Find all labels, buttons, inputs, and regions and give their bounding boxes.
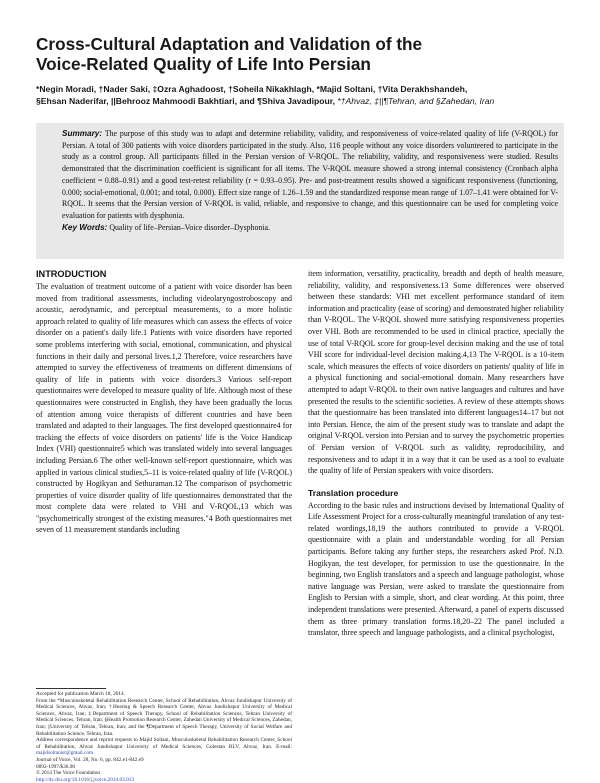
article-title bbox=[36, 34, 566, 74]
title-line-1: Cross-Cultural Adaptation and Validation of the bbox=[36, 34, 423, 54]
authors-line-2 bbox=[36, 95, 566, 107]
correspondence-email-link[interactable]: majidsoltanist@gmail.com bbox=[36, 750, 94, 757]
abstract-label: Summary: bbox=[62, 129, 103, 138]
introduction-paragraph: The evaluation of treatment outcome of a patient with voice disorder has been moved from traditional assessments, including videolaryngostroboscopy and acoustic, aerodynamic, and perceptual measurements, to a more holistic approach related to quality of life measures which can assess the effects of voice disorder on a patient's daily life.1 Patients with voice disorders have reported some problems interfering with social, emotional, communication, and physical functions in their daily and personal lives.1,2 Therefore, voice researchers have attempted to survey the effectiveness of treatments on different dimensions of quality of life in patients with voice disorders.3 Various self-report questionnaires were developed to measure quality of life. Although most of these questionnaires were constructed in English, they have been gradually the locus of attention among voice therapists of different countries and have been translated and adapted to their languages. The first developed questionnaire4 for tracking the effects of voice disorders on patients' life is the Voice Handicap Index (VHI) questionnaire5 which was translated widely into several languages including Persian.6 The other well-known self-report questionnaire, which was applied in various clinical studies,5–11 is voice-related quality of life (V-RQOL) constructed by Hogikyan and Sethuraman.12 The comparison of psychometric properties of voice disorder quality of life questionnaires demonstrated that the most complete data were related to VHI and V-RQOL,13 which was "psychometrically strongest of the existing measures."4 Both questionnaires met seven of 11 measurement standards including bbox=[36, 282, 292, 535]
intro-continued-paragraph: item information, versatility, practicality, breadth and depth of health measure, reliability, validity, and responsiveness.13 Some differences were observed between these standards: VHI met excellent performance standard of item information and practicality (ease of scoring) and demonstrated higher reliability than V-RQOL. The V-RQOL showed more satisfying responsiveness properties over VHI. Both are recommended to be used in clinical practice, specially the use of total V-RQOL score for group-level decision making and the use of total VHI score for individual-level decision making.4,13 The V-RQOL is a 10-item scale, which measures the effects of voice disorders on patients' quality of life in a physical functioning and social-emotional domain. Many researchers have attempted to adapt V-RQOL to their own native languages and cultures and have presented the results to the scientific societies. A review of these attempts shows that the questionnaire has been translated into different languages14–17 but not into Persian. Hence, the aim of the present study was to translate and adapt the original V-RQOL version into Persian and to survey the psychometric properties of Persian version of V-RQOL such as validity, reproducibility, and responsiveness and to adapt it in a way that it can be used as a tool to evaluate the quality of life of Persian speakers with voice disorders. bbox=[308, 269, 564, 476]
footnote-correspondence bbox=[36, 737, 292, 757]
authors-line-2-names: §Ehsan Naderifar, ||Behrooz Mahmoodi Bakhtiari, and ¶Shiva Javadipour, bbox=[36, 96, 335, 106]
author-list bbox=[36, 83, 566, 107]
title-line-2: Voice-Related Quality of Life Into Persian bbox=[36, 54, 371, 74]
abstract-text bbox=[62, 128, 558, 233]
left-column bbox=[36, 268, 292, 536]
footnote-journal: Journal of Voice, Vol. 28, No. 6, pp. 842.e1-842.e9 bbox=[36, 756, 144, 763]
keywords-label: Key Words: bbox=[62, 222, 108, 232]
translation-procedure-heading: Translation procedure bbox=[308, 487, 399, 498]
abstract-box bbox=[36, 123, 564, 259]
footnote-issn: 0892-1997/$36.00 bbox=[36, 763, 75, 770]
footnote-correspondence-text: Address correspondence and reprint requests to Majid Soltani, Musculoskeletal Rehabilitation Research Center, School of Rehabilitation, Ahvaz Jundishapur University of Medical Sciences, Golestan BLV, Ahvaz, Iran. E-mail: bbox=[36, 737, 292, 750]
abstract-body: The purpose of this study was to adapt and determine reliability, validity, and responsiveness of voice-related quality of life (V-RQOL) for Persian. A total of 300 patients with voice disorders participated in the study. Also, 116 people without any voice disorders volunteered to participate in the study as a control group. All participants filled in the Persian version of V-RQOL. The reliability, validity, and responsiveness were studied. Results demonstrated that the discrimination coefficient is significant for all items. The V-RQOL measure showed a strong internal consistency (Cronbach alpha coefficient = 0.88–0.91) and a good test-retest reliability (r = 0.93–0.95). Pre- and post-treatment results showed a significant responsiveness (functioning, 0.000; social-emotional, 0.001; and total, 0.000). Effect size range of 1.26–1.59 and the standardized response mean range of 1.07–1.41 were obtained for V-RQOL. It seems that the Persian version of V-RQOL is valid, reliable, and responsive to change, and this questionnaire can be used for completing voice evaluation for patients with dysphonia. bbox=[62, 129, 558, 220]
footnote-accepted: Accepted for publication March 18, 2014. bbox=[36, 691, 125, 697]
footnote-divider bbox=[36, 688, 106, 689]
footnote-copyright: © 2014 The Voice Foundation bbox=[36, 770, 101, 777]
doi-link[interactable]: http://dx.doi.org/10.1016/j.jvoice.2014.03.013 bbox=[36, 776, 135, 783]
right-column bbox=[308, 268, 564, 639]
keywords-body: Quality of life–Persian–Voice disorder–Dysphonia. bbox=[109, 222, 270, 232]
introduction-heading: INTRODUCTION bbox=[36, 269, 107, 279]
author-affiliations: *†Ahvaz, ‡||¶Tehran, and §Zahedan, Iran bbox=[337, 96, 495, 106]
footnotes bbox=[36, 691, 292, 783]
authors-line-1: *Negin Moradi, †Nader Saki, ‡Ozra Aghadoost, †Soheila Nikakhlagh, *Majid Soltani, †Vita Derakhshandeh, bbox=[36, 84, 468, 94]
translation-paragraph: According to the basic rules and instructions devised by International Quality of Life Assessment Project for a cross-culturally meaningful translation of any test-related wordings,18,19 the authors contributed to provide a V-RQOL questionnaire with a plain and understandable wording for all Persian participants. Before taking any further steps, the researchers asked Prof. N.D. Hogikyan, the test developer, for permission to use the questionnaire. In the beginning, two English translators and a speech and language pathologist, whose native language was Persian, were asked to translate the questionnaire from English to Persian with a simple, short, and clear wording. At this point, three independent translations were presented. Afterward, a panel of experts discussed them as three primary translation forms.18,20–22 The panel included a translator, three speech and language pathologists, and a clinical psychologist, bbox=[308, 500, 564, 638]
footnote-affiliations: From the *Musculoskeletal Rehabilitation Research Center, School of Rehabilitation, Ahvaz Jundishapur University of Medical Sciences, Ahvaz, Iran; †Hearing & Speech Research Center, Ahvaz Jundishapur University of Medical Sciences, Ahvaz, Iran; ‡Department of Speech Therapy, School of Rehabilitation Sciences, Tehran University of Medical Sciences, Tehran, Iran; §Health Promotion Research Center, Zahedan University of Medical Sciences, Zahedan, Iran; ||University of Tehran, Tehran, Iran; and the ¶Department of Speech Therapy, University of Social Welfare and Rehabilitation Science, Tehran, Iran. bbox=[36, 697, 292, 737]
